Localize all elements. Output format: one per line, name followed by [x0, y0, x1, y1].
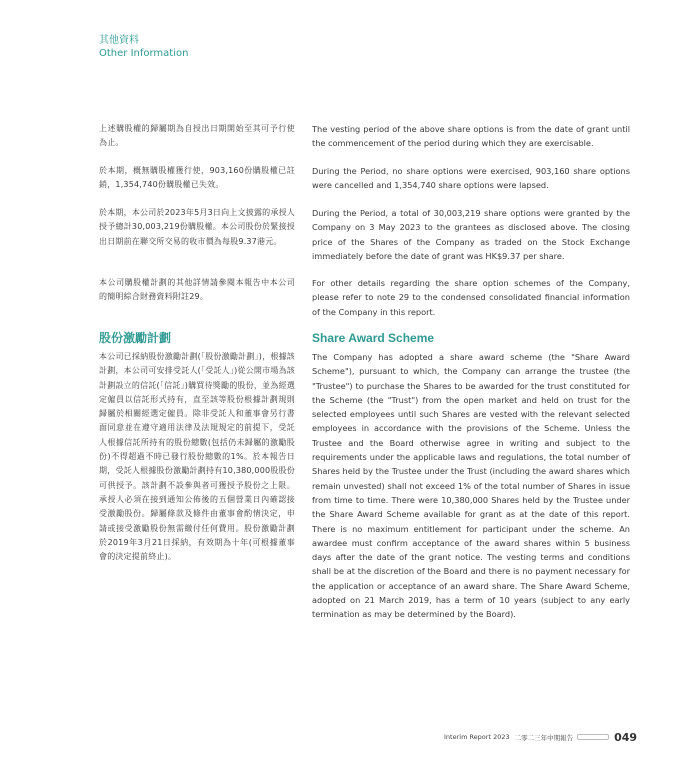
page-footer [444, 730, 637, 744]
paragraph-text: During the Period, a total of 30,003,219 share options were granted by the Company on 3 May 2023 to the grantees as disclosed above. The closing price of the Shares of the Company as traded on the Stock Exchange immediately before the date of grant was HK$9.37 per share. [312, 208, 630, 261]
page-number: 049 [614, 730, 638, 744]
paragraph-4-zh [99, 276, 295, 305]
paragraph-1-en [312, 122, 630, 151]
page-header [99, 34, 188, 60]
paragraph-3-zh [99, 206, 295, 249]
section-share-award-en [312, 330, 630, 622]
header-title-zh: 其他資料 [99, 35, 139, 46]
paragraph-1-zh [99, 122, 295, 151]
footer-report-en: Interim Report 2023 [444, 733, 510, 741]
paragraph-4-en [312, 276, 630, 319]
paragraph-2-zh [99, 164, 295, 193]
footer-report-zh: 二零二三年中期報告 [514, 733, 574, 742]
header-title-en: Other Information [99, 48, 189, 59]
paragraph-text: During the Period, no share options were exercised, 903,160 share options were cancelled and 1,354,740 share options were lapsed. [312, 166, 630, 191]
paragraph-text: The vesting period of the above share options is from the date of grant until the commencement of the period during which they are exercisable. [312, 124, 630, 149]
paragraph-2-en [312, 164, 630, 193]
section-share-award-zh [99, 330, 295, 564]
section-body: 本公司已採納股份激勵計劃(「股份激勵計劃」)，根據該計劃，本公司可安排受託人(「受託人」)從公開市場為該計劃設立的信託(「信託」)購買待獎勵的股份，並為經選定僱員以信託形式持有，直至該等股份根據計劃規則歸屬於相關經選定僱員。除非受託人和董事會另行書面同意並在遵守適用法律及法規規定的前提下，受託人根據信託所持有的股份總數(包括仍未歸屬的激勵股份)不得超過不時已發行股份總數的1%。於本報告日期，受託人根據股份激勵計劃持有10,380,000股股份可供授予。該計劃不設參與者可獲授予股份之上限。承授人必須在接到通知公佈後的五個營業日內確認接受激勵股份。歸屬條款及條件由董事會酌情決定，申請或接受激勵股份無需繳付任何費用。股份激勵計劃於2019年3月21日採納，有效期為十年(可根據董事會的決定提前終止)。 [99, 352, 295, 562]
footer-divider [577, 734, 609, 740]
paragraph-3-en [312, 206, 630, 263]
paragraph-text: 於本期，本公司於2023年5月3日向上文披露的承授人授予總計30,003,219份購股權。本公司股份於緊接授出日期前在聯交所交易的收市價為每股9.37港元。 [99, 208, 295, 246]
paragraph-text: 上述購股權的歸屬期為自授出日期開始至其可予行使為止。 [99, 124, 295, 148]
section-body: The Company has adopted a share award scheme (the "Share Award Scheme"), pursuant to which, the Company can arrange the trustee (the "Trustee") to purchase the Shares to be awarded for the trust constituted for the Scheme (the "Trust") from the open market and held on trust for the selected employees until such Shares are vested with the relevant selected employees in accordance with the provisions of the Scheme. Unless the Trustee and the Board otherwise agree in writing and subject to the requirements under the applicable laws and regulations, the total number of Shares held by the Trustee under the Trust (including the award shares which remain unvested) shall not exceed 1% of the total number of Shares in issue from time to time. There were 10,380,000 Shares held by the Trustee under the Share Award Scheme available for grant as at the date of this report. There is no maximum entitlement for participant under the scheme. An awardee must confirm acceptance of the award shares within 5 business days after the date of the grant notice. The vesting terms and conditions shall be at the discretion of the Board and there is no payment necessary for the application or acceptance of an award share. The Share Award Scheme, adopted on 21 March 2019, has a term of 10 years (subject to any early termination as may be determined by the Board). [312, 352, 630, 620]
section-heading: 股份激勵計劃 [99, 331, 172, 345]
paragraph-text: 本公司購股權計劃的其他詳情請參閱本報告中本公司的簡明綜合財務資料附註29。 [99, 278, 295, 302]
section-heading: Share Award Scheme [312, 331, 435, 345]
paragraph-text: 於本期，概無購股權獲行使，903,160份購股權已註銷，1,354,740份購股權已失效。 [99, 166, 295, 190]
paragraph-text: For other details regarding the share option schemes of the Company, please refer to note 29 to the condensed consolidated financial information of the Company in this report. [312, 278, 630, 317]
